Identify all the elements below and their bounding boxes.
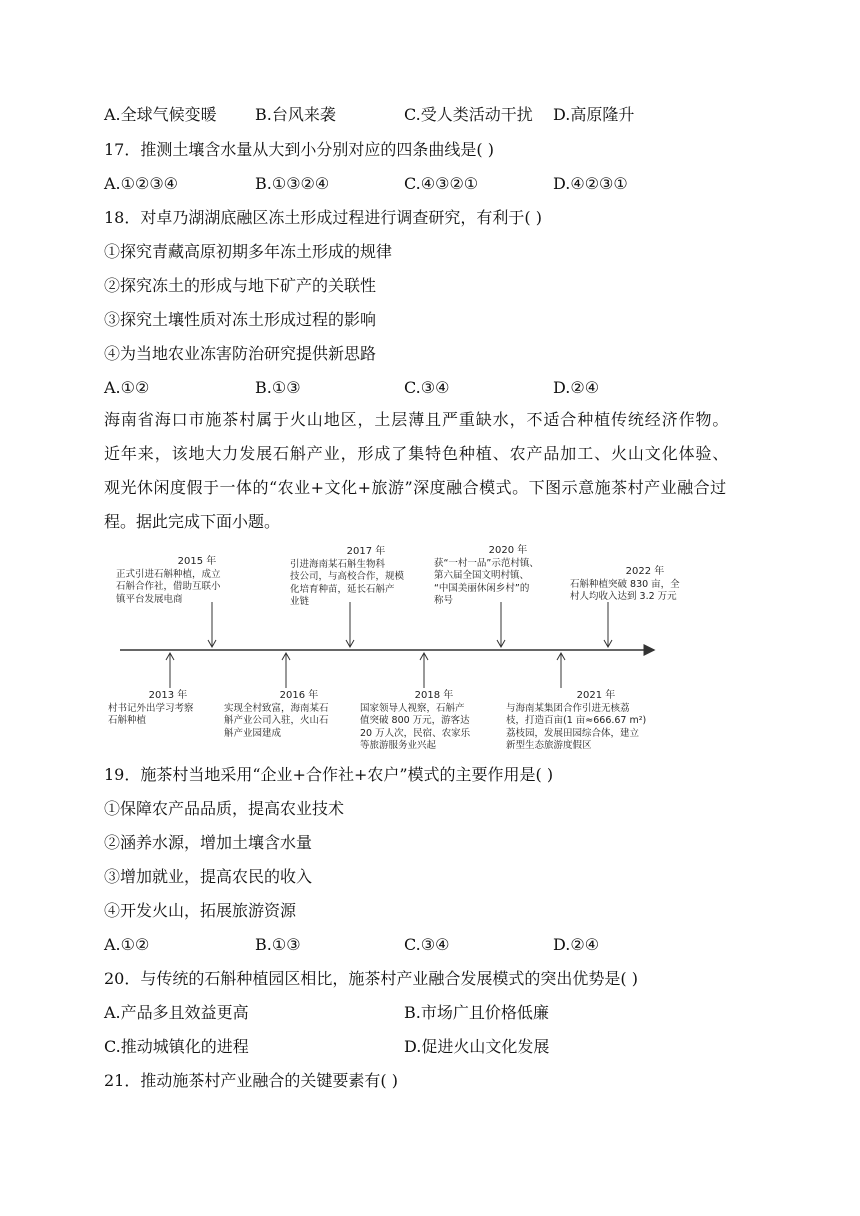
timeline-event-2018 [360, 690, 508, 753]
event-2020-line-2: 第六届全国文明村镇、 [434, 570, 530, 581]
event-2017-line-4: 业链 [290, 596, 310, 607]
timeline-event-2017 [290, 546, 442, 609]
event-2015-line-1: 正式引进石斛种植，成立 [116, 568, 221, 580]
q19-option-c: C.③④ [404, 935, 450, 954]
event-2020-line-4: 称号 [434, 595, 454, 606]
q19-item-3: ③增加就业，提高农民的收入 [104, 867, 313, 886]
q19-option-d: D.②④ [553, 935, 600, 954]
q20-option-a: A.产品多且效益更高 [104, 1003, 249, 1022]
q17-option-a: A.①②③④ [104, 174, 179, 193]
q18-option-a: A.①② [104, 378, 150, 397]
event-2018-line-4: 等旅游服务业兴起 [360, 740, 437, 751]
event-2018-line-2: 值突破 800 万元，游客达 [360, 715, 470, 726]
timeline-event-2016 [224, 690, 374, 740]
q18-item-1: ①探究青藏高原初期多年冻土形成的规律 [104, 242, 393, 261]
event-2016-line-2: 斛产业公司入驻，火山石 [224, 715, 329, 726]
passage-line-4: 程。据此完成下面小题。 [104, 512, 281, 531]
q18-option-b: B.①③ [255, 378, 301, 397]
q19-option-a: A.①② [104, 935, 150, 954]
year-2013: 2013 年 [148, 690, 188, 701]
year-2022: 2022 年 [625, 566, 665, 577]
q19-item-4: ④开发火山，拓展旅游资源 [104, 901, 297, 920]
event-2022-line-2: 村人均收入达到 3.2 万元 [570, 591, 677, 602]
event-2017-line-3: 化培育种苗，延长石斛产 [290, 583, 395, 595]
year-2016: 2016 年 [279, 690, 319, 701]
passage-line-3: 观光休闲度假于一体的“农业+文化+旅游”深度融合模式。下图示意施茶村产业融合过 [104, 478, 727, 497]
year-2017: 2017 年 [346, 546, 386, 557]
q20-option-c: C.推动城镇化的进程 [104, 1037, 249, 1056]
event-2016-line-3: 斛产业园建成 [224, 727, 282, 739]
q16-option-c: C.受人类活动干扰 [404, 105, 533, 124]
q16-option-b: B.台风来袭 [255, 105, 336, 124]
timeline-event-2015 [116, 556, 278, 606]
year-2021: 2021 年 [576, 690, 616, 701]
event-2020-line-1: 获“一村一品”示范村镇、 [434, 557, 539, 569]
q18-stem: 18．对卓乃湖湖底融区冻土形成过程进行调查研究，有利于( ) [104, 208, 542, 227]
q21-stem: 21．推动施茶村产业融合的关键要素有( ) [104, 1071, 398, 1090]
event-2022-line-1: 石斛种植突破 830 亩，全 [570, 578, 680, 590]
q20-option-b: B.市场广且价格低廉 [404, 1003, 549, 1022]
timeline-figure [104, 540, 756, 750]
q19-option-b: B.①③ [255, 935, 301, 954]
timeline-event-2020 [434, 545, 582, 608]
year-2018: 2018 年 [414, 690, 454, 701]
q18-option-d: D.②④ [553, 378, 600, 397]
q17-stem: 17．推测土壤含水量从大到小分别对应的四条曲线是( ) [104, 140, 494, 159]
q16-option-a: A.全球气候变暖 [104, 105, 217, 124]
event-2021-line-4: 新型生态旅游度假区 [506, 740, 592, 751]
q17-option-c: C.④③②① [404, 174, 479, 193]
event-2013-line-2: 石斛种植 [108, 715, 147, 726]
q20-option-d: D.促进火山文化发展 [404, 1037, 550, 1056]
event-2016-line-1: 实现全村致富，海南某石 [224, 702, 329, 714]
event-2021-line-2: 枝，打造百亩(1 亩≈666.67 m²) [506, 715, 647, 726]
passage-line-2: 近年来，该地大力发展石斛产业，形成了集特色种植、农产品加工、火山文化体验、 [104, 444, 730, 463]
q17-option-b: B.①③②④ [255, 174, 330, 193]
year-2015: 2015 年 [177, 556, 217, 567]
q19-item-1: ①保障农产品品质，提高农业技术 [104, 799, 345, 818]
event-2021-line-1: 与海南某集团合作引进无核荔 [506, 702, 630, 714]
event-2021-line-3: 荔枝园，发展田园综合体，建立 [506, 727, 640, 739]
q18-item-3: ③探究土壤性质对冻土形成过程的影响 [104, 310, 377, 329]
event-2013-line-1: 村书记外出学习考察 [108, 702, 194, 714]
q20-stem: 20．与传统的石斛种植园区相比，施茶村产业融合发展模式的突出优势是( ) [104, 969, 638, 988]
q18-option-c: C.③④ [404, 378, 450, 397]
q19-stem: 19．施茶村当地采用“企业+合作社+农户”模式的主要作用是( ) [104, 765, 554, 784]
timeline-event-2022 [570, 566, 720, 604]
event-2018-line-1: 国家领导人视察，石斛产 [360, 702, 465, 714]
q16-option-d: D.高原隆升 [553, 105, 635, 124]
event-2020-line-3: “中国美丽休闲乡村”的 [434, 582, 530, 594]
event-2015-line-2: 石斛合作社，借助互联小 [116, 581, 221, 592]
event-2017-line-2: 技公司，与高校合作，规模 [290, 571, 405, 582]
event-2015-line-3: 镇平台发展电商 [116, 593, 183, 605]
timeline-event-2013 [108, 690, 228, 728]
year-2020: 2020 年 [488, 545, 528, 556]
q18-item-2: ②探究冻土的形成与地下矿产的关联性 [104, 276, 377, 295]
q17-option-d: D.④②③① [553, 174, 628, 193]
event-2017-line-1: 引进海南某石斛生物科 [290, 558, 386, 570]
q19-item-2: ②涵养水源，增加土壤含水量 [104, 833, 313, 852]
q18-item-4: ④为当地农业冻害防治研究提供新思路 [104, 344, 377, 363]
passage-line-1: 海南省海口市施茶村属于火山地区，土层薄且严重缺水，不适合种植传统经济作物。 [104, 410, 730, 429]
event-2018-line-3: 20 万人次，民宿、农家乐 [360, 727, 471, 739]
timeline-event-2021 [506, 690, 686, 753]
